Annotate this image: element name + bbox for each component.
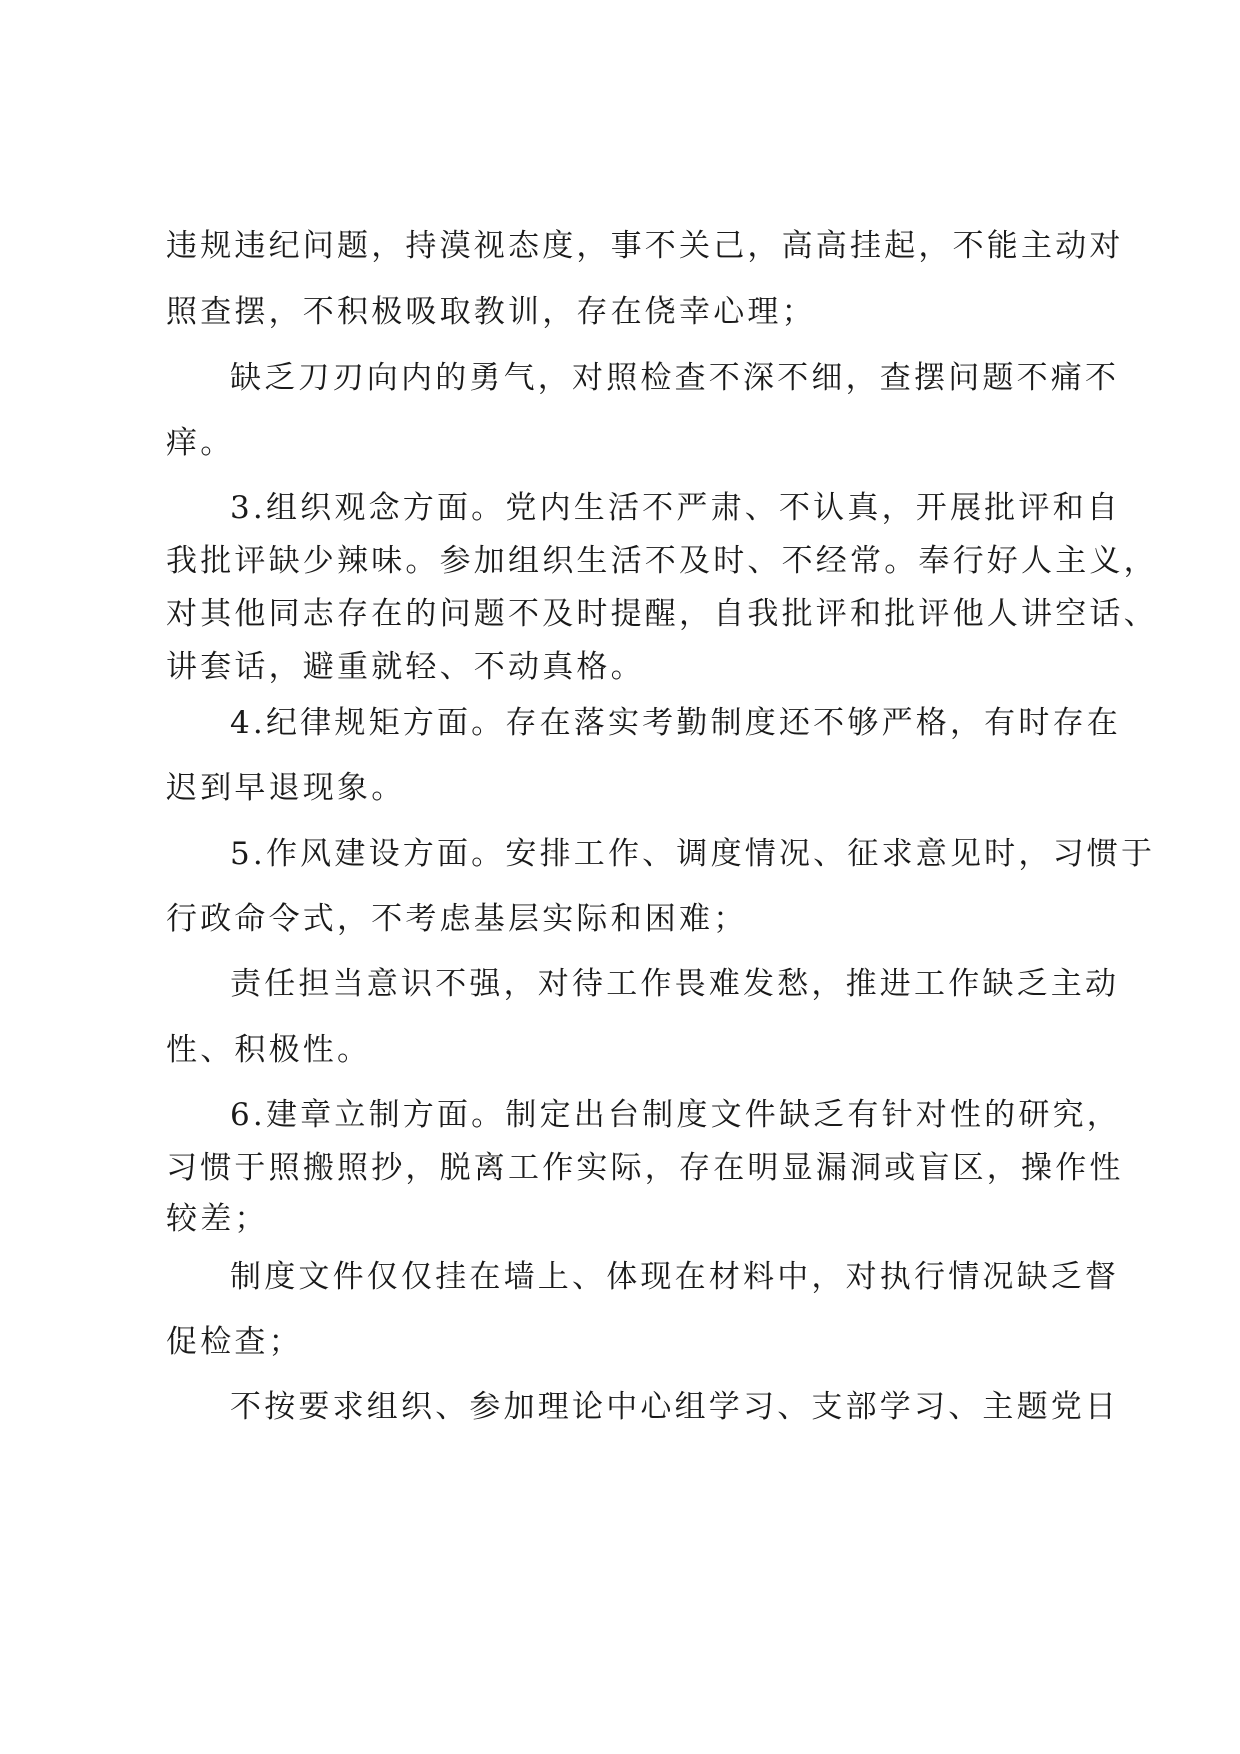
text-line: 照查摆，不积极吸取教训，存在侥幸心理； — [166, 294, 816, 330]
text-line: 促检查； — [166, 1324, 303, 1360]
text-line: 讲套话，避重就轻、不动真格。 — [166, 649, 645, 685]
text-line: 迟到早退现象。 — [166, 770, 406, 806]
text-line: 对其他同志存在的问题不及时提醒，自我批评和批评他人讲空话、 — [166, 596, 1158, 632]
text-line: 缺乏刀刃向内的勇气，对照检查不深不细，查摆问题不痛不 — [230, 360, 1120, 396]
text-line: 不按要求组织、参加理论中心组学习、支部学习、主题党日 — [230, 1389, 1120, 1425]
text-line: 违规违纪问题，持漠视态度，事不关己，高高挂起，不能主动对 — [166, 228, 1124, 264]
text-line: 较差； — [166, 1201, 269, 1237]
text-line: 习惯于照搬照抄，脱离工作实际，存在明显漏洞或盲区，操作性 — [166, 1150, 1124, 1186]
text-line: 制度文件仅仅挂在墙上、体现在材料中，对执行情况缺乏督 — [230, 1259, 1120, 1295]
text-line: 性、积极性。 — [166, 1032, 372, 1068]
text-line: 4.纪律规矩方面。存在落实考勤制度还不够严格，有时存在 — [230, 705, 1121, 741]
text-line: 行政命令式，不考虑基层实际和困难； — [166, 901, 748, 937]
text-line: 5.作风建设方面。安排工作、调度情况、征求意见时，习惯于 — [230, 836, 1156, 872]
text-line: 我批评缺少辣味。参加组织生活不及时、不经常。奉行好人主义， — [166, 543, 1158, 579]
text-line: 责任担当意识不强，对待工作畏难发愁，推进工作缺乏主动 — [230, 966, 1120, 1002]
text-line: 3.组织观念方面。党内生活不严肃、不认真，开展批评和自 — [230, 490, 1121, 526]
text-line: 痒。 — [166, 425, 235, 461]
text-line: 6.建章立制方面。制定出台制度文件缺乏有针对性的研究， — [230, 1097, 1121, 1133]
